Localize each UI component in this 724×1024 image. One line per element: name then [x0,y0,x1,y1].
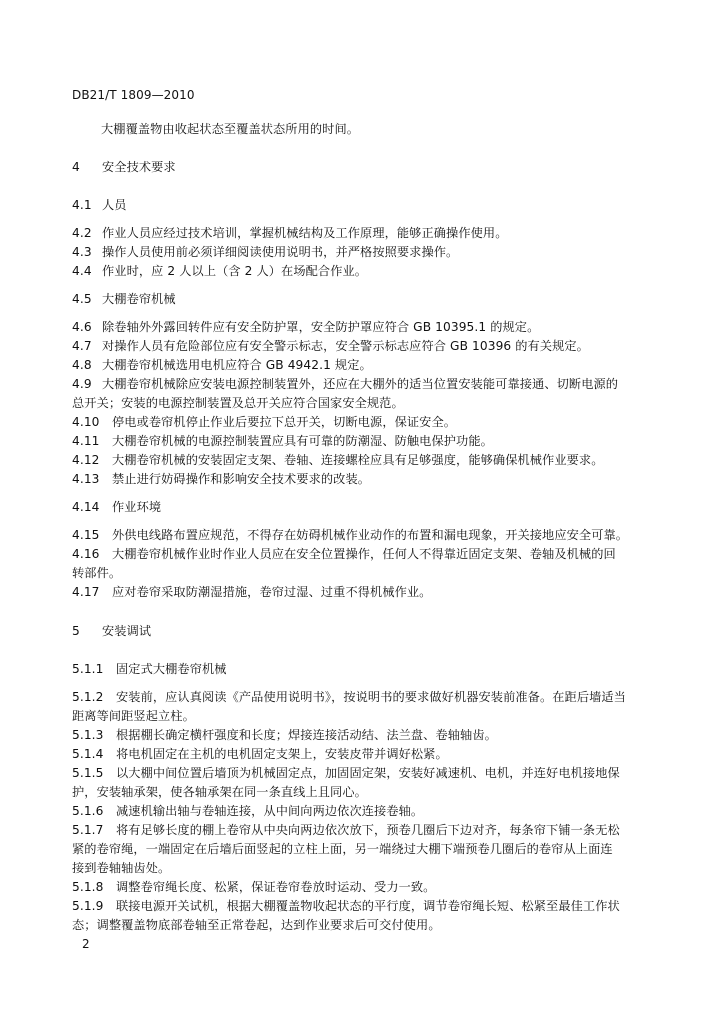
clause-5-1-5 [72,764,620,781]
clause-number: 5.1.4 [72,747,104,761]
clause-text: 外供电线路布置应规范，不得存在妨碍机械作业动作的布置和漏电现象，开关接地应安全可靠。 [112,528,629,542]
clause-text: 作业时，应 2 人以上（含 2 人）在场配合作业。 [102,264,368,278]
clause-5-1-9 [72,897,620,914]
clause-number: 4.9 [72,377,92,391]
section-number: 5 [72,624,80,638]
clause-text: 安装前，应认真阅读《产品使用说明书》，按说明书的要求做好机器安装前准备。在距后墙适当 [116,690,626,704]
clause-number: 4.5 [72,292,92,306]
clause-text: 操作人员使用前必须详细阅读使用说明书，并严格按照要求操作。 [102,245,459,259]
clause-5-1-2 [72,688,626,705]
clause-text: 以大棚中间位置后墙顶为机械固定点，加固固定架，安装好减速机、电机，并连好电机接地保 [116,766,620,780]
clause-number: 5.1.6 [72,804,104,818]
clause-4-9 [72,375,618,392]
clause-4-3 [72,243,458,260]
clause-number: 5.1.1 [72,662,104,676]
section-4-heading [72,158,176,175]
clause-number: 5.1.9 [72,899,104,913]
clause-text: 联接电源开关试机，根据大棚覆盖物收起状态的平行度，调节卷帘绳长短、松紧至最佳工作状 [116,899,620,913]
intro-paragraph: 大棚覆盖物由收起状态至覆盖状态所用的时间。 [101,122,360,136]
clause-5-1-2-cont: 距离等间距竖起立柱。 [72,709,195,723]
clause-5-1-7-cont2: 接到卷轴轴齿处。 [72,861,171,875]
clause-4-9-cont: 总开关；安装的电源控制装置及总开关应符合国家安全规范。 [72,396,404,410]
section-5-heading [72,622,151,639]
clause-4-1 [72,196,127,213]
clause-4-7 [72,337,589,354]
clause-number: 4.6 [72,320,92,334]
clause-4-14 [72,498,161,515]
clause-text: 减速机输出轴与卷轴连接，从中间向两边依次连接卷轴。 [116,804,424,818]
clause-text: 人员 [102,198,127,212]
clause-4-2 [72,224,508,241]
clause-5-1-6 [72,802,423,819]
clause-4-10 [72,413,456,430]
clause-4-5 [72,290,176,307]
clause-number: 4.11 [72,434,100,448]
clause-5-1-3 [72,726,497,743]
section-title: 安装调试 [102,624,152,638]
clause-text: 停电或卷帘机停止作业后要拉下总开关，切断电源，保证安全。 [112,415,457,429]
clause-number: 5.1.3 [72,728,104,742]
clause-4-4 [72,262,367,279]
clause-5-1-9-cont: 态；调整覆盖物底部卷轴至正常卷起，达到作业要求后可交付使用。 [72,918,441,932]
clause-number: 4.16 [72,547,100,561]
clause-5-1-7-cont: 紧的卷帘绳，一端固定在后墙后面竖起的立柱上面，另一端绕过大棚下端预卷几圈后的卷帘从上面连 [72,842,613,856]
clause-number: 5.1.2 [72,690,104,704]
clause-4-17 [72,583,431,600]
clause-number: 5.1.5 [72,766,104,780]
clause-4-8 [72,356,372,373]
clause-5-1-5-cont: 护，安装轴承架，使各轴承架在同一条直线上且同心。 [72,785,367,799]
clause-text: 调整卷帘绳长度、松紧，保证卷帘卷放时运动、受力一致。 [116,880,436,894]
clause-number: 4.2 [72,226,92,240]
clause-text: 除卷轴外外露回转件应有安全防护罩，安全防护罩应符合 GB 10395.1 的规定。 [102,320,540,334]
clause-text: 作业环境 [112,500,162,514]
clause-text: 禁止进行妨碍操作和影响安全技术要求的改装。 [112,472,371,486]
clause-number: 4.8 [72,358,92,372]
page-number: 2 [82,937,90,951]
clause-text: 大棚卷帘机械 [102,292,176,306]
clause-text: 应对卷帘采取防潮湿措施，卷帘过湿、过重不得机械作业。 [112,585,432,599]
clause-text: 将电机固定在主机的电机固定支架上，安装皮带并调好松紧。 [116,747,448,761]
clause-4-6 [72,318,539,335]
clause-number: 5.1.7 [72,823,104,837]
clause-number: 4.7 [72,339,92,353]
clause-text: 将有足够长度的棚上卷帘从中央向两边依次放下，预卷几圈后下边对齐，每条帘下铺一条无松 [116,823,620,837]
clause-4-15 [72,526,628,543]
clause-5-1-4 [72,745,448,762]
standard-code: DB21/T 1809—2010 [72,88,195,102]
clause-number: 4.3 [72,245,92,259]
clause-4-16 [72,545,616,562]
clause-5-1-1 [72,660,227,677]
clause-text: 作业人员应经过技术培训，掌握机械结构及工作原理，能够正确操作使用。 [102,226,508,240]
clause-text: 根据棚长确定横杆强度和长度；焊接连接活动结、法兰盘、卷轴轴齿。 [116,728,497,742]
clause-number: 4.17 [72,585,100,599]
clause-text: 大棚卷帘机械的电源控制装置应具有可靠的防潮湿、防触电保护功能。 [112,434,493,448]
clause-number: 4.12 [72,453,100,467]
clause-4-13 [72,470,370,487]
clause-text: 对操作人员有危险部位应有安全警示标志，安全警示标志应符合 GB 10396 的有关规定。 [102,339,589,353]
clause-text: 大棚卷帘机械作业时作业人员应在安全位置操作，任何人不得靠近固定支架、卷轴及机械的回 [112,547,616,561]
clause-4-12 [72,451,604,468]
clause-number: 4.4 [72,264,92,278]
clause-text: 大棚卷帘机械选用电机应符合 GB 4942.1 规定。 [102,358,372,372]
clause-number: 4.15 [72,528,100,542]
section-number: 4 [72,160,80,174]
clause-number: 4.10 [72,415,100,429]
clause-number: 4.13 [72,472,100,486]
clause-text: 固定式大棚卷帘机械 [116,662,227,676]
clause-number: 4.1 [72,198,92,212]
section-title: 安全技术要求 [102,160,176,174]
clause-text: 大棚卷帘机械除应安装电源控制装置外，还应在大棚外的适当位置安装能可靠接通、切断电源的 [102,377,619,391]
clause-text: 大棚卷帘机械的安装固定支架、卷轴、连接螺栓应具有足够强度，能够确保机械作业要求。 [112,453,604,467]
clause-5-1-8 [72,878,435,895]
clause-4-11 [72,432,493,449]
clause-4-16-cont: 转部件。 [72,566,122,580]
clause-5-1-7 [72,821,620,838]
clause-number: 5.1.8 [72,880,104,894]
clause-number: 4.14 [72,500,100,514]
